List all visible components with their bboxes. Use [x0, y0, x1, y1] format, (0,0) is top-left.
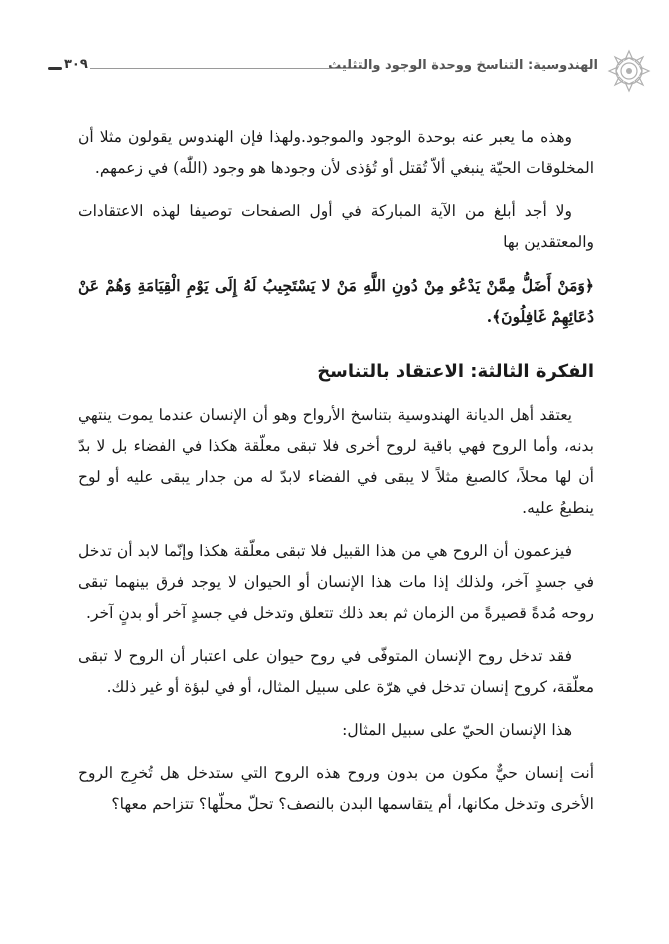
section-heading: الفكرة الثالثة: الاعتقاد بالتناسخ — [317, 361, 594, 382]
header-title: الهندوسية: التناسخ ووحدة الوجود والتثليث — [328, 58, 598, 73]
floral-ornament-icon — [606, 48, 652, 94]
page-number-dash — [48, 67, 62, 70]
paragraph-reincarnation-belief: يعتقد أهل الديانة الهندوسية بتناسخ الأرواح وهو أن الإنسان عندما يموت ينتهي بدنه، وأما الروح فهي باقية لروح أخرى فلا تبقى معلّقة هكذا في الفضاء بل لا بدّ أن لها محلاً، كالصبغ مثلاً لا يبقى في الفضاء لابدّ له من جدار يبقى عليه أو لوح ينطبعُ عليه. — [78, 406, 594, 517]
quran-verse: ﴿وَمَنْ أَضَلُّ مِمَّنْ يَدْعُو مِنْ دُونِ اللَّهِ مَنْ لا يَسْتَجِيبُ لَهُ إِلَى يَوْمِ الْقِيَامَةِ وَهُمْ عَنْ دُعَائِهِمْ غَافِلُونَ﴾. — [78, 276, 594, 326]
paragraph-example-intro: هذا الإنسان الحيّ على سبيل المثال: — [342, 721, 572, 739]
page-content — [78, 122, 594, 832]
header-divider — [90, 68, 362, 69]
paragraph-verse-intro: ولا أجد أبلغ من الآية المباركة في أول الصفحات توصيفا لهذه الاعتقادات والمعتقدين بها — [78, 202, 594, 251]
paragraph-soul-animal: فقد تدخل روح الإنسان المتوفّى في روح حيوان على اعتبار أن الروح لا تبقى معلّقة، كروح إنسان تدخل في هرّة على سبيل المثال، أو في لبؤة أو غير ذلك. — [78, 647, 594, 696]
running-header — [48, 54, 608, 88]
paragraph-soul-enters-body: فيزعمون أن الروح هي من هذا القبيل فلا تبقى معلّقة هكذا وإنّما لابد أن تدخل في جسدٍ آخر، ولذلك إذا مات هذا الإنسان أو الحيوان لا يوجد فرق بينهما تبقى روحه مُدةً قصيرةً من الزمان ثم بعد ذلك تتعلق وتدخل في جسدٍ آخر أو بدنٍ آخر. — [78, 542, 594, 622]
paragraph-unity-of-existence: وهذه ما يعبر عنه بوحدة الوجود والموجود.ولهذا فإن الهندوس يقولون مثلا أن المخلوقات الحيّة ينبغي ألاّ تُقتل أو تُؤذى لأن وجودها هو وجود (اللّٰه) في زعمهم. — [78, 128, 594, 177]
page-number: ٣٠٩ — [64, 57, 88, 72]
paragraph-questions: أنت إنسان حيٌّ مكون من بدون وروح هذه الروح التي ستدخل هل تُخرِج الروح الأخرى وتدخل مكانها، أم يتقاسمها البدن بالنصف؟ تحلّ محلّها؟ تتزاحم معها؟ — [78, 764, 594, 813]
